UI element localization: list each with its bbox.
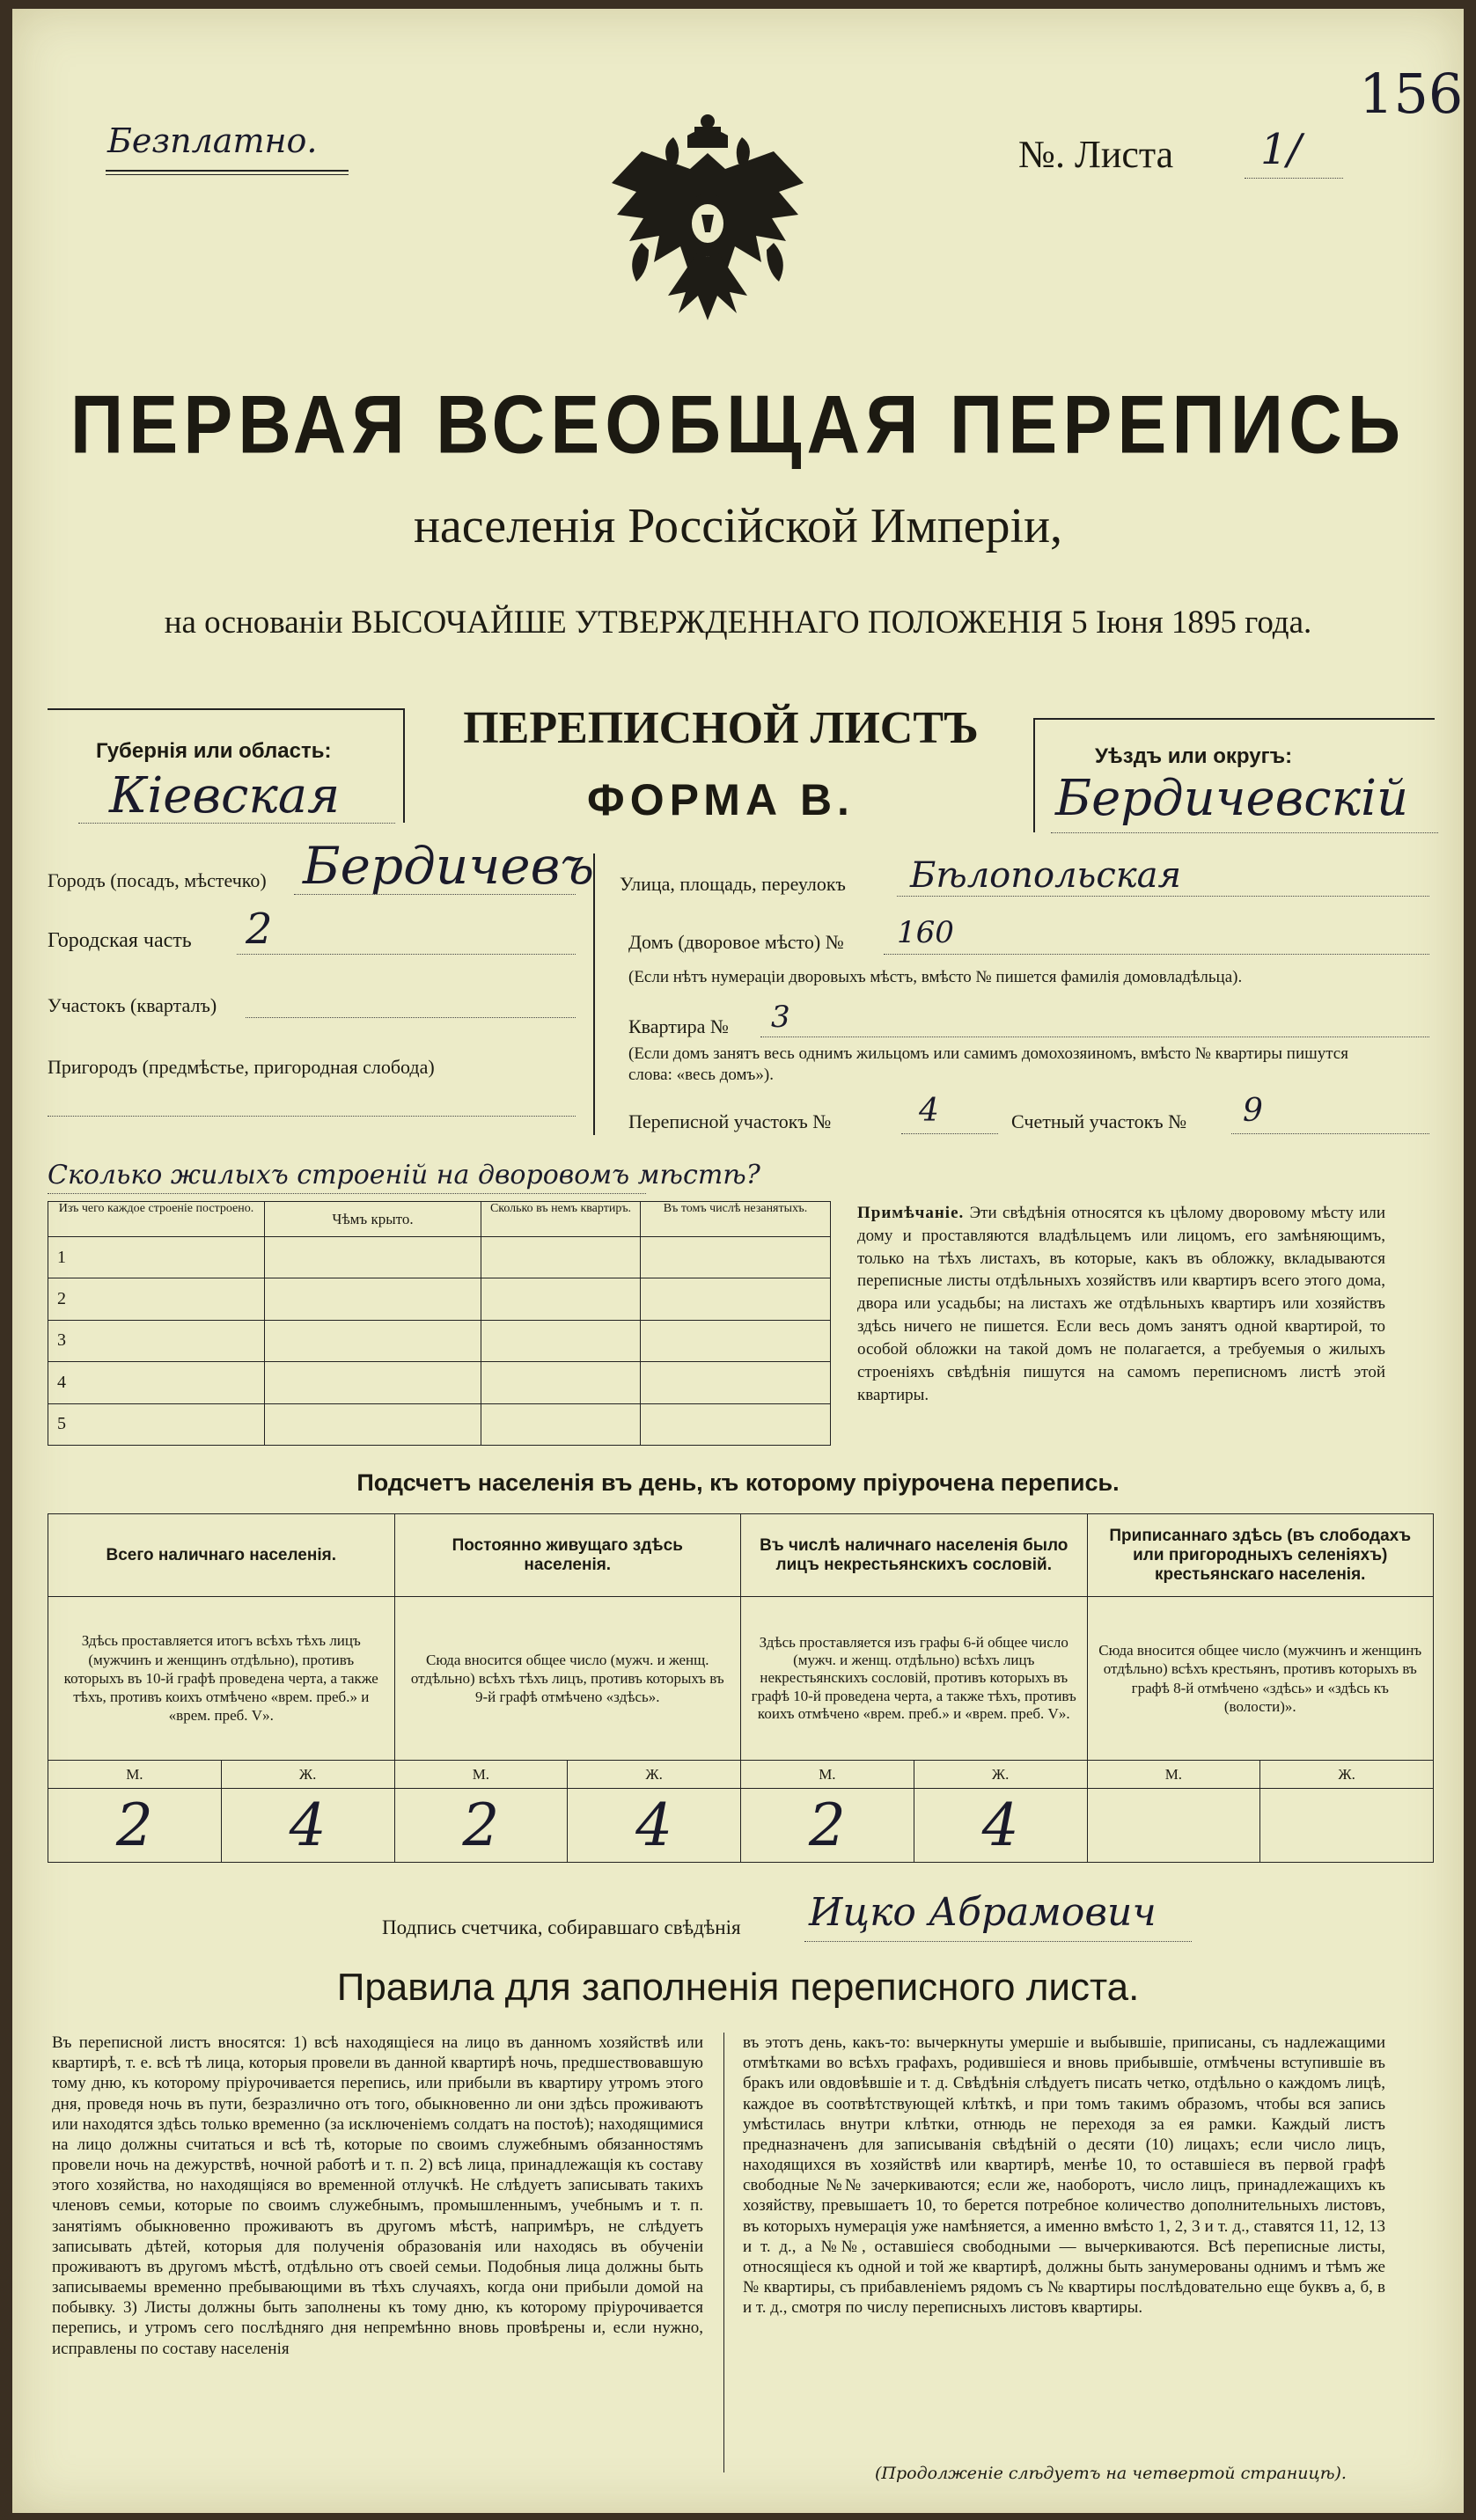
rules-left-column: Въ переписной листъ вносятся: 1) всѣ находящіеся на лицо въ данномъ хозяйствѣ или квартирѣ, т. е. всѣ тѣ лица, которыя провели въ данной квартирѣ ночь, предшествовавшую тому дню, къ которому пріурочивается перепись, или прибыли въ квартиру утромъ этого дня, проведя ночь въ пути, безразлично отъ того, обыкновенно ли они здѣсь проживаютъ или находятся здѣсь только временно (за исключеніемъ солдатъ на постоѣ); находящимися на лицо должны считаться и всѣ тѣ, которые по своимъ служебнымъ обязанностямъ провели ночь на дежурствѣ, ночной работѣ и т. п. 2) всѣ лица, принадлежащія къ составу этого хозяйства, но находящіяся во временной отлучкѣ. Не слѣдуетъ записывать такихъ членовъ семьи, которые по своимъ служебнымъ, промышленнымъ, учебнымъ и т. п. занятіямъ обыкновенно проживаютъ въ другомъ мѣстѣ, напримѣръ, не слѣдуетъ записывать дѣтей, которыя для полученія образованія или находясь въ обученіи проживаютъ въ другомъ мѣстѣ, отдѣльно отъ своей семьи. Подобныя лица должны быть записываемы временно пребывающими въ тѣхъ случаяхъ, когда они прибыли домой на побывку. 3) Листы должны быть заполнены къ тому дню, къ которому пріурочивается перепись, и утромъ сего послѣдняго дня непремѣнно вновь провѣрены и, если нужно, исправлены по составу населенія <box>52 2033 703 2358</box>
uezd-label: Уѣздъ или округъ: <box>1095 744 1293 768</box>
count-m-label: М. <box>1087 1761 1260 1789</box>
census-area-label: Переписной участокъ № <box>628 1110 832 1132</box>
note-label: Примѣчаніе. <box>857 1204 965 1222</box>
sheet-number-value: 1/ <box>1260 125 1302 174</box>
count-total-m: 2 <box>48 1789 222 1863</box>
guberniya-line <box>78 823 395 824</box>
census-sheet <box>12 9 1464 2513</box>
count-values-row <box>48 1789 1434 1863</box>
count-total-f: 4 <box>221 1789 394 1863</box>
free-underline <box>106 170 349 172</box>
house-note: (Если нѣтъ нумераціи дворовыхъ мѣстъ, вмѣсто № пишется фамилія домовладѣльца). <box>628 968 1243 986</box>
census-area-line <box>901 1133 998 1134</box>
count-f-label: Ж. <box>914 1761 1087 1789</box>
count-table <box>48 1513 1434 1863</box>
buildings-row-number: 1 <box>48 1237 265 1278</box>
precinct-label: Участокъ (кварталъ) <box>48 994 217 1016</box>
count-m-label: М. <box>394 1761 568 1789</box>
count-col-head: Всего наличнаго населенія. <box>48 1514 395 1597</box>
count-m-label: М. <box>48 1761 222 1789</box>
count-title: Подсчетъ населенія въ день, къ которому пріурочена перепись. <box>356 1469 1120 1496</box>
guberniya-value: Кіевская <box>109 767 341 824</box>
buildings-question: Сколько жилыхъ строеній на дворовомъ мѣстѣ? <box>48 1160 760 1190</box>
count-peasant-f <box>1260 1789 1434 1863</box>
buildings-row <box>48 1362 831 1403</box>
buildings-col-roof: Чѣмъ крыто. <box>265 1202 481 1237</box>
count-nonpeasant-m: 2 <box>741 1789 914 1863</box>
city-part-line <box>237 954 576 955</box>
buildings-row-number: 5 <box>48 1403 265 1445</box>
count-col-desc: Здѣсь проставляется изъ графы 6-й общее число (мужч. и женщ. отдѣльно) всѣхъ лицъ некрестьянскихъ сословій, противъ которыхъ въ графѣ 10-й проведена черта, а также тѣхъ, противъ коихъ отмѣчено «врем. преб.» и «врем. преб. V». <box>741 1597 1088 1761</box>
uezd-box-left <box>1033 718 1035 832</box>
city-part-value: 2 <box>246 905 273 954</box>
rules-continued: (Продолженіе слѣдуетъ на четвертой страницѣ). <box>875 2464 1347 2483</box>
buildings-col-apartments: Сколько въ немъ квартиръ. <box>481 1202 641 1237</box>
form-title: ПЕРЕПИСНОЙ ЛИСТЪ <box>463 703 979 753</box>
note-text: Эти свѣдѣнія относятся къ цѣлому дворовому мѣсту или дому и проставляются владѣльцемъ или лицомъ, его замѣняющимъ, только на тѣхъ листахъ, въ которые, какъ въ обложку, вкладываются переписные листы отдѣльныхъ хозяйствъ или квартиръ всего этого дома, двора или усадьбы; на листахъ же отдѣльныхъ квартиръ или хозяйствъ здѣсь ничего не пишется. Если весь домъ занятъ одной квартирой, то особой обложки на такой домъ не полагается, а требуемыя о жилыхъ строеніяхъ свѣдѣнія пишутся на самомъ переписномъ листѣ этой квартиры. <box>857 1204 1385 1404</box>
rules-right-column: въ этотъ день, какъ-то: вычеркнуты умершіе и выбывшіе, приписаны, съ надлежащими отмѣтками во всѣхъ графахъ, родившіеся и вновь прибывшіе, отмѣчены вступившіе въ бракъ или овдовѣвшіе и т. д. Свѣдѣнія слѣдуетъ писать четко, отдѣльно о каждомъ лицѣ, каждое въ соотвѣтствующей клѣткѣ, и при томъ такимъ образомъ, чтобы вся запись умѣстилась внутри клѣтки, отнюдь не переходя за ея рамки. Каждый листъ предназначенъ для записыванія свѣдѣній о десяти (10) лицахъ; если число лицъ, находящихся въ хозяйствѣ или квартирѣ, менѣе 10, то оставшіеся въ первой графѣ свободные №№ зачеркиваются; если же, наоборотъ, число лицъ, принадлежащихъ къ хозяйству, превышаетъ 10, то берется потребное количество дополнительныхъ листовъ, въ которыхъ нумерація уже намѣняется, а именно вмѣсто 1, 2, 3 и т. д., ставятся 11, 12, 13 и т. д., а №№, оставшіеся свободными — вычеркиваются. Всѣ переписные листы, относящіеся къ одной и той же квартирѣ, должны быть занумерованы однимъ и тѣмъ же № квартиры, съ прибавленіемъ рядомъ съ № квартиры послѣдовательно еще буквъ а, б, в и т. д., смотря по числу переписныхъ листовъ квартиры. <box>743 2033 1385 2318</box>
buildings-question-line <box>48 1193 646 1194</box>
precinct-line <box>246 1017 576 1018</box>
count-col-desc: Здѣсь проставляется итогъ всѣхъ тѣхъ лицъ (мужчинъ и женщинъ отдѣльно), противъ которыхъ въ 10-й графѣ проведена черта, а также тѣхъ, противъ коихъ отмѣчено «врем. преб.» и «врем. преб. V». <box>48 1597 395 1761</box>
form-name: ФОРМА В. <box>587 775 855 824</box>
street-label: Улица, площадь, переулокъ <box>620 873 846 895</box>
sheet-number-line <box>1245 178 1343 179</box>
signature-label: Подпись счетчика, собиравшаго свѣдѣнія <box>382 1916 741 1938</box>
apt-note: (Если домъ занятъ весь однимъ жильцомъ или самимъ домохозяиномъ, вмѣсто № квартиры пишутся слова: «весь домъ»). <box>628 1044 1348 1085</box>
city-value: Бердичевъ <box>303 836 595 896</box>
free-label <box>107 121 317 160</box>
count-col-head: Въ числѣ наличнаго населенія было лицъ некрестьянскихъ сословій. <box>741 1514 1088 1597</box>
count-f-label: Ж. <box>568 1761 741 1789</box>
uezd-value: Бердичевскій <box>1055 770 1409 827</box>
guberniya-label: Губернія или область: <box>96 739 332 763</box>
uezd-box-top <box>1033 718 1435 720</box>
city-label: Городъ (посадъ, мѣстечко) <box>48 869 267 891</box>
street-line <box>897 896 1429 897</box>
buildings-row <box>48 1278 831 1320</box>
signature-line <box>804 1941 1192 1942</box>
suburb-line <box>48 1116 576 1117</box>
count-m-label: М. <box>741 1761 914 1789</box>
count-peasant-m <box>1087 1789 1260 1863</box>
buildings-row <box>48 1237 831 1278</box>
house-line <box>884 954 1429 955</box>
archive-number: 156 <box>1359 62 1464 126</box>
free-label-text: Безплатно. <box>107 121 318 160</box>
house-label: Домъ (дворовое мѣсто) № <box>628 931 844 953</box>
sheet-number-label: №. Листа <box>1018 133 1174 176</box>
free-underline-2 <box>106 174 349 175</box>
note-block <box>857 1202 1385 1406</box>
buildings-row <box>48 1320 831 1361</box>
count-permanent-f: 4 <box>568 1789 741 1863</box>
count-area-value: 9 <box>1243 1093 1263 1129</box>
buildings-row <box>48 1403 831 1445</box>
count-f-label: Ж. <box>221 1761 394 1789</box>
count-area-label: Счетный участокъ № <box>1011 1110 1187 1132</box>
buildings-col-material: Изъ чего каждое строеніе построено. <box>48 1202 265 1237</box>
buildings-row-number: 4 <box>48 1362 265 1403</box>
double-headed-eagle-emblem <box>606 111 809 340</box>
guberniya-box-top <box>48 708 403 710</box>
page-basis: на основаніи ВЫСОЧАЙШЕ УТВЕРЖДЕННАГО ПОЛОЖЕНІЯ 5 Іюня 1895 года. <box>164 604 1312 641</box>
buildings-row-number: 2 <box>48 1278 265 1320</box>
signature-value: Ицко Абрамович <box>809 1890 1157 1935</box>
count-f-label: Ж. <box>1260 1761 1434 1789</box>
count-col-desc: Сюда вносится общее число (мужчинъ и женщинъ отдѣльно) всѣхъ крестьянъ, противъ которыхъ въ графѣ 8-й отмѣчено «здѣсь» и «здѣсь къ (волости)». <box>1087 1597 1434 1761</box>
guberniya-box-right <box>403 708 405 823</box>
address-divider <box>593 853 595 1135</box>
count-area-line <box>1231 1133 1429 1134</box>
count-col-head: Приписаннаго здѣсь (въ слободахъ или пригородныхъ селеніяхъ) крестьянскаго населенія. <box>1087 1514 1434 1597</box>
buildings-table <box>48 1201 831 1446</box>
suburb-label: Пригородъ (предмѣстье, пригородная слобода) <box>48 1056 435 1078</box>
buildings-row-number: 3 <box>48 1320 265 1361</box>
count-nonpeasant-f: 4 <box>914 1789 1087 1863</box>
rules-divider <box>723 2033 724 2472</box>
city-line <box>294 894 576 895</box>
apt-label: Квартира № <box>628 1015 729 1037</box>
buildings-col-vacant: Въ томъ числѣ незанятыхъ. <box>641 1202 831 1237</box>
census-area-value: 4 <box>919 1093 939 1129</box>
apt-value: 3 <box>771 1000 790 1035</box>
street-value: Бѣлопольская <box>910 855 1181 896</box>
page-subtitle: населенія Россійской Имперіи, <box>413 499 1063 553</box>
house-value: 160 <box>897 915 954 950</box>
uezd-line <box>1051 832 1438 833</box>
rules-title: Правила для заполненія переписного листа. <box>336 1966 1140 2009</box>
city-part-label: Городская часть <box>48 929 192 952</box>
count-col-desc: Сюда вносится общее число (мужч. и женщ. отдѣльно) всѣхъ тѣхъ лицъ, противъ которыхъ въ 9-й графѣ отмѣчено «здѣсь». <box>394 1597 741 1761</box>
count-col-head: Постоянно живущаго здѣсь населенія. <box>394 1514 741 1597</box>
count-sex-row <box>48 1761 1434 1789</box>
count-permanent-m: 2 <box>394 1789 568 1863</box>
page-title: ПЕРВАЯ ВСЕОБЩАЯ ПЕРЕПИСЬ <box>70 377 1406 471</box>
